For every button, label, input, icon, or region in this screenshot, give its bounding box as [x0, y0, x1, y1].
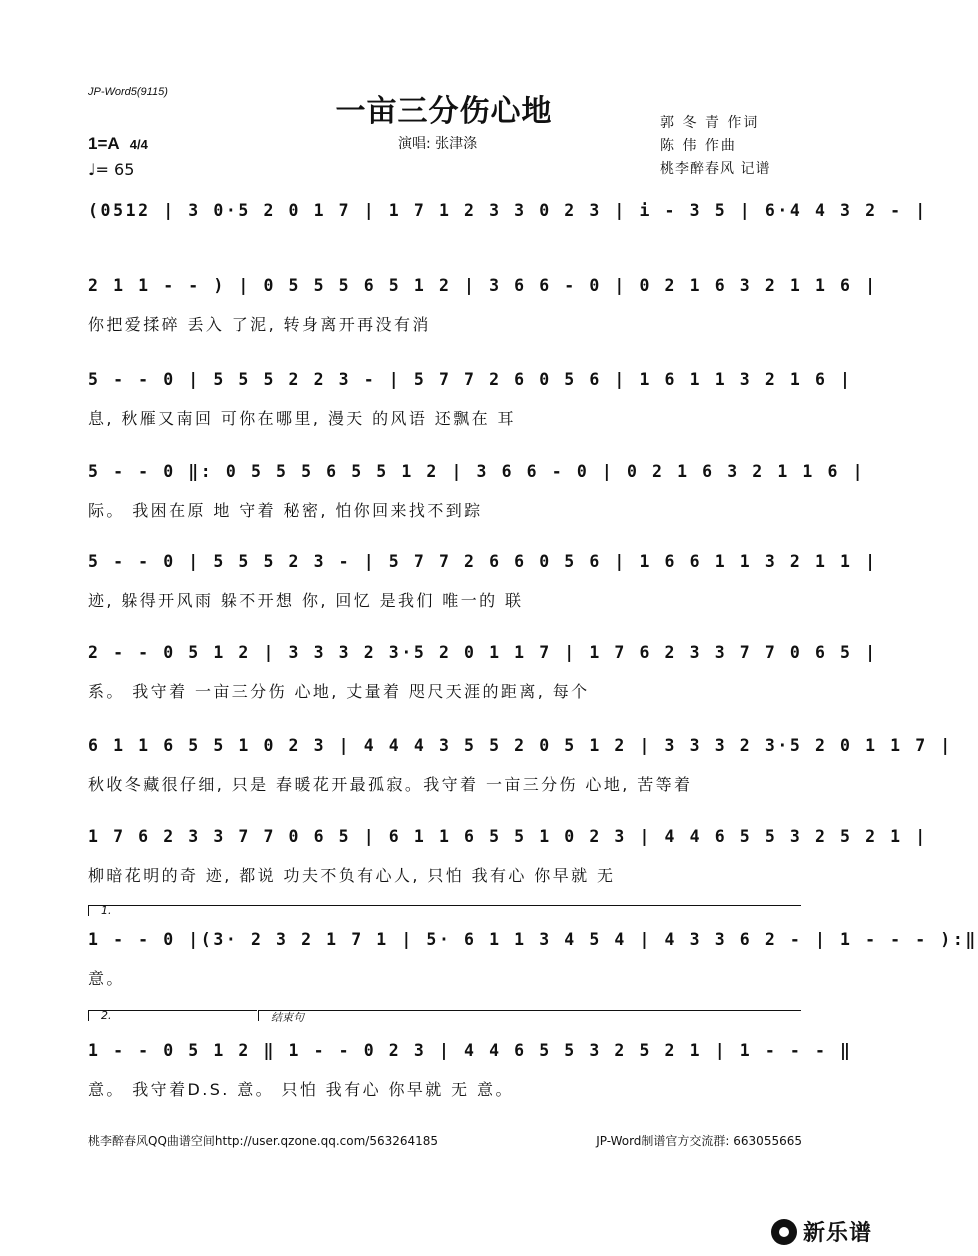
notation-line: 1 7 6 2 3 3 7 7 0 6 5 | 6 1 1 6 5 5 1 0 2 3 | 4 4 6 5 5 3 2 5 2 1 |: [88, 827, 928, 846]
coda-bracket: 结束句: [258, 1010, 801, 1021]
lyric-line: 迹, 躲得开风雨 躲不开想 你, 回忆 是我们 唯一的 联: [88, 591, 524, 610]
lyric-line: 意。 我守着D.S. 意。 只怕 我有心 你早就 无 意。: [88, 1080, 514, 1099]
tempo-marking: ♩= 65: [88, 160, 135, 179]
singer-credit: 演唱: 张津涤: [398, 136, 478, 152]
lyric-line: 际。 我困在原 地 守着 秘密, 怕你回来找不到踪: [88, 501, 483, 520]
lyric-line: 息, 秋雁又南回 可你在哪里, 漫天 的风语 还飘在 耳: [88, 409, 516, 428]
notation-line: 2 1 1 - - ) | 0 5 5 5 6 5 1 2 | 3 6 6 - 0 | 0 2 1 6 3 2 1 1 6 |: [88, 276, 878, 295]
footer-source: 桃李醉春风QQ曲谱空间http://user.qzone.qq.com/563264185: [88, 1134, 439, 1148]
lyric-line: 你把爱揉碎 丢入 了泥, 转身离开再没有消: [88, 315, 431, 334]
composer-credit: 陈 伟 作曲: [660, 138, 737, 154]
notation-line: 5 - - 0 | 5 5 5 2 3 - | 5 7 7 2 6 6 0 5 6 | 1 6 6 1 1 3 2 1 1 |: [88, 552, 878, 571]
first-ending-bracket: 1.: [88, 905, 801, 916]
notation-line: 5 - - 0 | 5 5 5 2 2 3 - | 5 7 7 2 6 0 5 6 | 1 6 1 1 3 2 1 6 |: [88, 370, 853, 389]
vinyl-record-icon: [771, 1219, 797, 1245]
notation-line: 6 1 1 6 5 5 1 0 2 3 | 4 4 4 3 5 5 2 0 5 1 2 | 3 3 3 2 3·5 2 0 1 1 7 |: [88, 736, 953, 755]
key-signature: 1=A 4/4: [88, 134, 148, 153]
lyric-line: 意。: [88, 969, 125, 988]
site-logo: 新乐谱: [771, 1216, 872, 1247]
time-signature: 4/4: [129, 137, 148, 152]
footer-group: JP-Word制谱官方交流群: 663055665: [596, 1134, 802, 1148]
notation-line: (0512 | 3 0·5 2 0 1 7 | 1 7 1 2 3 3 0 2 3 | i - 3 5 | 6·4 4 3 2 - |: [88, 201, 928, 220]
watermark: JP-Word5(9115): [88, 86, 168, 98]
lyric-line: 柳暗花明的奇 迹, 都说 功夫不负有心人, 只怕 我有心 你早就 无: [88, 866, 616, 885]
second-ending-bracket: 2.: [88, 1010, 257, 1021]
notation-line: 1 - - 0 |(3· 2 3 2 1 7 1 | 5· 6 1 1 3 4 5 4 | 4 3 3 6 2 - | 1 - - - ):‖: [88, 930, 978, 949]
lyric-line: 秋收冬藏很仔细, 只是 春暖花开最孤寂。我守着 一亩三分伤 心地, 苦等着: [88, 775, 693, 794]
song-title: 一亩三分伤心地: [335, 94, 553, 129]
notation-line: 1 - - 0 5 1 2 ‖ 1 - - 0 2 3 | 4 4 6 5 5 3 2 5 2 1 | 1 - - - ‖: [88, 1041, 853, 1060]
lyricist-credit: 郭 冬 青 作词: [660, 115, 760, 131]
lyric-line: 系。 我守着 一亩三分伤 心地, 丈量着 咫尺天涯的距离, 每个: [88, 682, 590, 701]
notation-line: 2 - - 0 5 1 2 | 3 3 3 2 3·5 2 0 1 1 7 | 1 7 6 2 3 3 7 7 0 6 5 |: [88, 643, 878, 662]
notation-line: 5 - - 0 ‖: 0 5 5 5 6 5 5 1 2 | 3 6 6 - 0 | 0 2 1 6 3 2 1 1 6 |: [88, 462, 866, 481]
transcriber-credit: 桃李醉春风 记谱: [660, 161, 771, 177]
